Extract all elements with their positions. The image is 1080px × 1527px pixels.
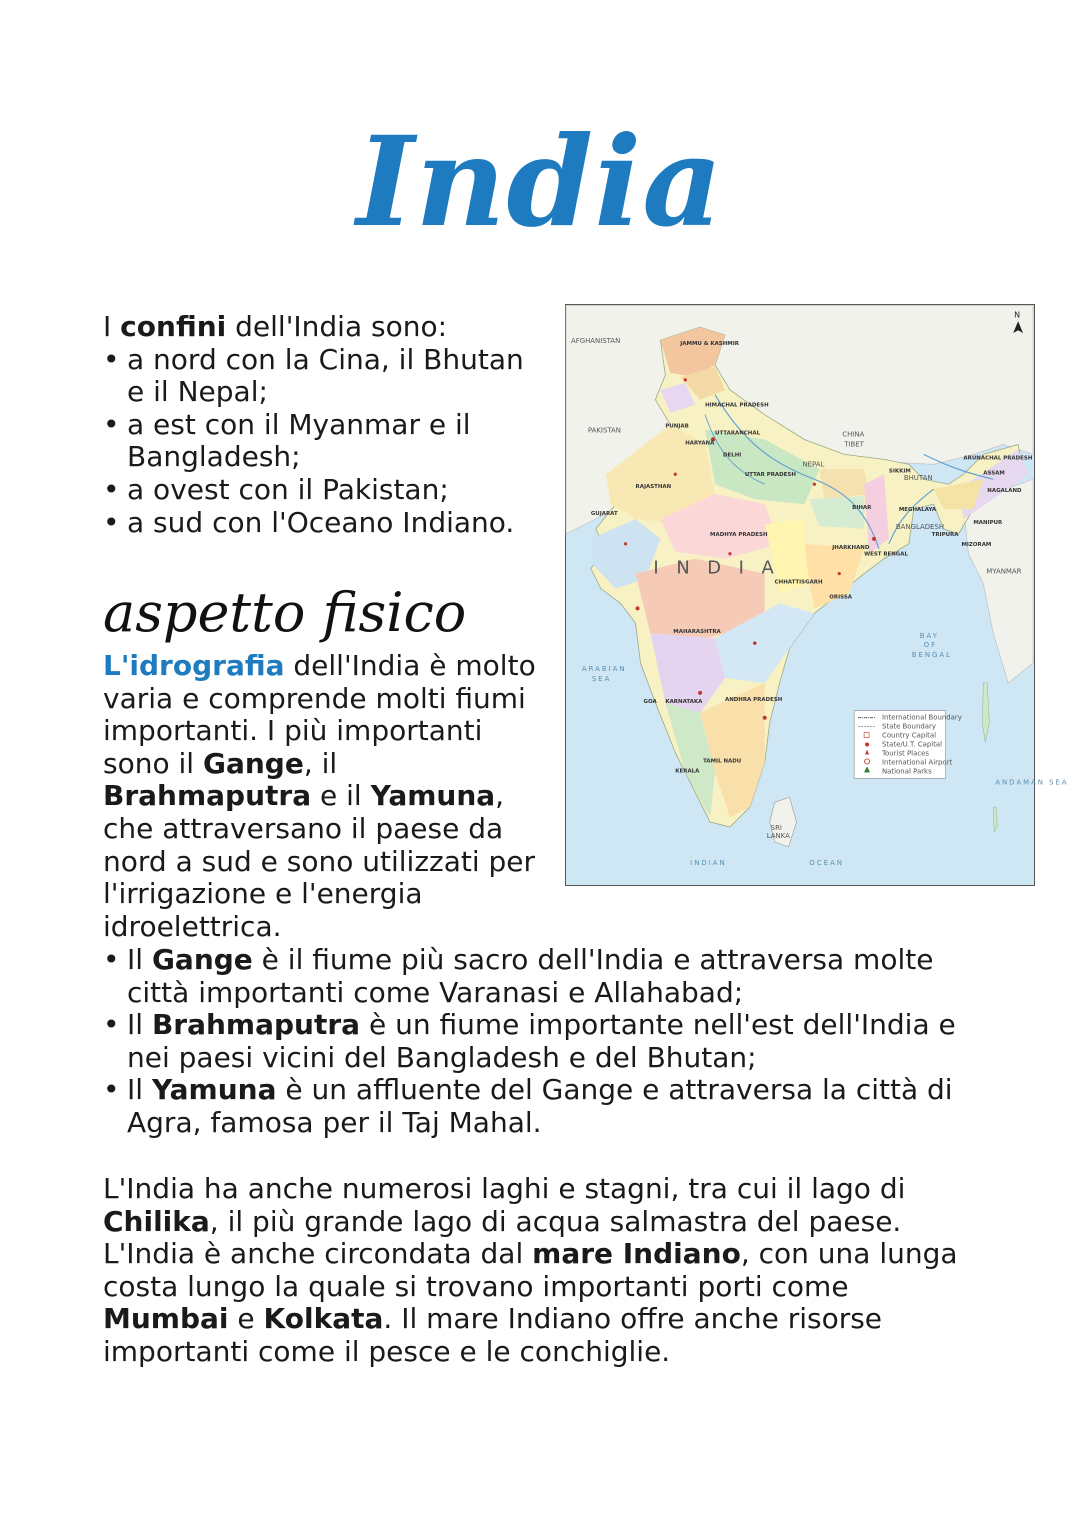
state-label: DELHI xyxy=(722,452,742,459)
sri-lanka-label-1: SRI xyxy=(770,823,782,832)
state-label: MEGHALAYA xyxy=(898,507,937,514)
legend-item: International Airport xyxy=(881,758,953,767)
section-subtitle: aspetto fisico xyxy=(103,581,467,644)
borders-keyword: confini xyxy=(120,310,227,343)
map-legend xyxy=(854,711,962,779)
state-label: ANDHRA PRADESH xyxy=(724,696,783,703)
borders-section xyxy=(103,311,543,539)
list-item: • a est con il Myanmar e il Bangladesh; xyxy=(103,409,543,474)
list-item: • a nord con la Cina, il Bhutan e il Nepal; xyxy=(103,344,543,409)
list-item: • Il Gange è il fiume più sacro dell'India e attraversa molte città importanti come Varanasi e Allahabad; xyxy=(103,944,963,1009)
bangladesh-label: BANGLADESH xyxy=(895,522,945,531)
tibet-label: TIBET xyxy=(844,440,864,449)
state-label: CHHATTISGARH xyxy=(774,579,823,586)
state-label: WEST BENGAL xyxy=(864,551,908,558)
borders-list xyxy=(103,344,543,540)
state-label: BIHAR xyxy=(852,505,872,512)
arabian-sea-label-2: SEA xyxy=(591,674,612,683)
legend-item: Tourist Places xyxy=(881,749,930,758)
andaman-islands xyxy=(982,683,989,743)
state-label: MAHARASHTRA xyxy=(673,629,721,636)
sri-lanka-label-2: LANKA xyxy=(766,831,790,840)
state-label: HIMACHAL PRADESH xyxy=(705,402,769,409)
legend-item: National Parks xyxy=(881,767,932,776)
ocean-label: OCEAN xyxy=(809,858,844,867)
state-label: SIKKIM xyxy=(888,468,911,475)
state-label: RAJASTHAN xyxy=(635,484,672,491)
list-item: • a sud con l'Oceano Indiano. xyxy=(103,507,543,540)
afghanistan-label: AFGHANISTAN xyxy=(570,337,621,346)
legend-item: Country Capital xyxy=(881,731,937,740)
india-label: I N D I A xyxy=(653,557,780,579)
list-item: • Il Yamuna è un affluente del Gange e attraversa la città di Agra, famosa per il Taj Mahal. xyxy=(103,1074,963,1139)
indian-label: INDIAN xyxy=(690,858,727,867)
state-label: JAMMU & KASHMIR xyxy=(680,341,739,348)
state-label: HARYANA xyxy=(685,440,715,447)
state-label: ARUNACHAL PRADESH xyxy=(963,455,1033,462)
state-label: ASSAM xyxy=(983,470,1005,477)
state-label: PUNJAB xyxy=(665,423,689,430)
bay-label-2: OF xyxy=(923,641,938,650)
state-label: GUJARAT xyxy=(590,511,618,518)
page-title: India xyxy=(356,110,724,255)
state-label: JHARKHAND xyxy=(832,544,870,551)
list-item: • Il Brahmaputra è un fiume importante nell'est dell'India e nei paesi vicini del Bangladesh e del Bhutan; xyxy=(103,1009,963,1074)
arabian-sea-label-1: ARABIAN xyxy=(581,665,627,674)
myanmar-label: MYANMAR xyxy=(986,567,1022,576)
north-label: N xyxy=(1014,310,1021,320)
state-label: UTTARANCHAL xyxy=(715,430,761,437)
pakistan-label: PAKISTAN xyxy=(587,426,621,435)
state-label: GOA xyxy=(643,698,657,705)
nepal-label: NEPAL xyxy=(802,460,825,469)
rivers-list xyxy=(103,944,963,1140)
state-label: MIZORAM xyxy=(961,541,992,548)
state-label: MADHYA PRADESH xyxy=(710,531,768,538)
state-label: MANIPUR xyxy=(973,519,1003,526)
state-label: NAGALAND xyxy=(987,488,1022,495)
legend-item: State/U.T. Capital xyxy=(881,740,943,749)
bhutan-label: BHUTAN xyxy=(903,474,933,483)
bay-label-1: BAY xyxy=(919,632,939,641)
lakes-coast-paragraph: L'India ha anche numerosi laghi e stagni, tra cui il lago di Chilika, il più grande lago di acqua salmastra del paese. L'India è anche circondata dal mare Indiano, con una lunga costa lungo la quale si trovano importanti porti come Mumbai e Kolkata. Il mare Indiano offre anche risorse importanti come il pesce e le conchiglie. xyxy=(103,1172,958,1368)
legend-item: International Boundary xyxy=(881,713,962,722)
bay-label-3: BENGAL xyxy=(911,651,953,660)
china-label: CHINA xyxy=(842,430,865,439)
rivers-section xyxy=(103,944,963,1140)
nicobar-islands xyxy=(993,807,997,832)
map-graphic xyxy=(566,305,1069,884)
state-label: UTTAR PRADESH xyxy=(744,472,796,479)
state-bihar xyxy=(819,469,869,499)
state-label: KARNATAKA xyxy=(665,698,703,705)
hydrography-paragraph: L'idrografia dell'India è molto varia e comprende molti fiumi importanti. I più importanti sono il Gange, il Brahmaputra e il Yamuna, che attraversano il paese da nord a sud e sono utilizzati per l'irrigazione e l'energia idroelettrica. xyxy=(103,649,536,943)
list-item: • a ovest con il Pakistan; xyxy=(103,474,543,507)
state-label: TRIPURA xyxy=(931,531,959,538)
borders-lead: I confini dell'India sono: xyxy=(103,310,448,343)
hydrography-keyword: L'idrografia xyxy=(103,649,285,682)
india-political-map xyxy=(565,304,1069,886)
state-label: ORISSA xyxy=(829,594,853,601)
legend-item: State Boundary xyxy=(881,722,936,731)
andaman-sea-label: ANDAMAN SEA xyxy=(995,778,1069,787)
state-label: TAMIL NADU xyxy=(703,758,742,765)
state-label: KERALA xyxy=(675,768,700,775)
